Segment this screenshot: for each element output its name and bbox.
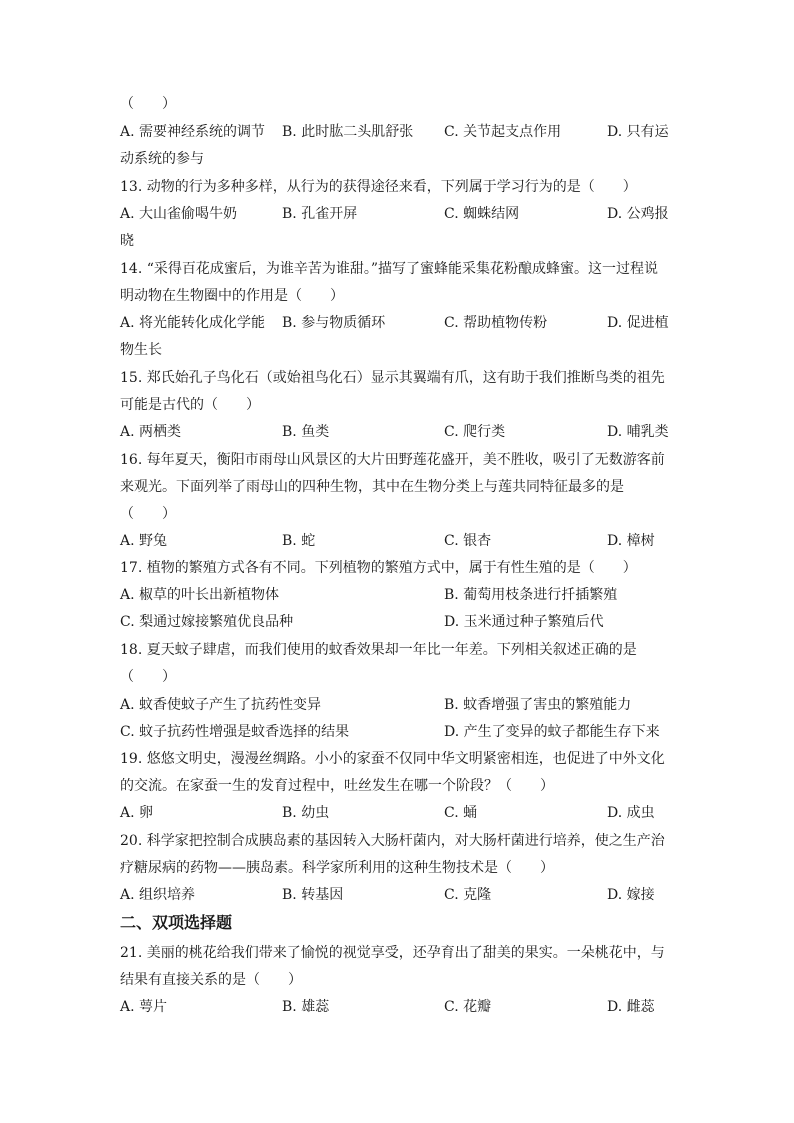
- q21-stem-line2: 结果有直接关系的是（ ）: [120, 972, 302, 988]
- q21-option-c[interactable]: C. 花瓣: [444, 999, 492, 1015]
- q17-stem: 17. 植物的繁殖方式各有不同。下列植物的繁殖方式中，属于有性生殖的是（ ）: [120, 560, 637, 576]
- q17-option-c[interactable]: C. 梨通过嫁接繁殖优良品种: [120, 614, 294, 630]
- q14-option-d[interactable]: D. 促进植: [607, 315, 669, 331]
- q21-stem-line1: 21. 美丽的桃花给我们带来了愉悦的视觉享受，还孕育出了甜美的果实。一朵桃花中，与: [120, 945, 665, 961]
- q16-option-c[interactable]: C. 银杏: [444, 533, 492, 549]
- q19-stem-line1: 19. 悠悠文明史，漫漫丝绸路。小小的家蚕不仅同中华文明紧密相连，也促进了中外文化: [120, 751, 665, 767]
- q13-option-c[interactable]: C. 蜘蛛结网: [444, 206, 520, 222]
- q17-option-d[interactable]: D. 玉米通过种子繁殖后代: [444, 614, 604, 630]
- q12-option-d-continued: 动系统的参与: [120, 151, 204, 167]
- q20-stem-line2: 疗糖尿病的药物——胰岛素。科学家所利用的这种生物技术是（ ）: [120, 860, 554, 876]
- q16-option-d[interactable]: D. 樟树: [607, 533, 655, 549]
- q18-option-d[interactable]: D. 产生了变异的蚊子都能生存下来: [444, 724, 660, 740]
- q18-stem-line2: （ ）: [120, 669, 176, 685]
- q12-option-a[interactable]: A. 需要神经系统的调节: [120, 124, 266, 140]
- q18-option-c[interactable]: C. 蚊子抗药性增强是蚊香选择的结果: [120, 724, 350, 740]
- q16-stem-line3: （ ）: [120, 506, 176, 522]
- q21-option-b[interactable]: B. 雄蕊: [282, 999, 330, 1015]
- q14-stem-line2: 明动物在生物圈中的作用是（ ）: [120, 288, 344, 304]
- q14-stem-line1: 14. “采得百花成蜜后，为谁辛苦为谁甜。”描写了蜜蜂能采集花粉酿成蜂蜜。这一过程说: [120, 261, 659, 277]
- q12-answer-paren: （ ）: [120, 96, 176, 112]
- q20-option-d[interactable]: D. 嫁接: [607, 887, 655, 903]
- q13-option-d-continued: 晓: [120, 233, 134, 249]
- section-heading: 二、双项选择题: [120, 913, 233, 932]
- q18-stem-line1: 18. 夏天蚊子肆虐，而我们使用的蚊香效果却一年比一年差。下列相关叙述正确的是: [120, 642, 637, 658]
- q18-option-b[interactable]: B. 蚊香增强了害虫的繁殖能力: [444, 697, 632, 713]
- q15-option-b[interactable]: B. 鱼类: [282, 424, 330, 440]
- q14-option-a[interactable]: A. 将光能转化成化学能: [120, 315, 266, 331]
- q15-option-c[interactable]: C. 爬行类: [444, 424, 506, 440]
- q21-option-a[interactable]: A. 萼片: [120, 999, 168, 1015]
- q13-stem: 13. 动物的行为多种多样，从行为的获得途径来看，下列属于学习行为的是（ ）: [120, 179, 637, 195]
- q19-option-d[interactable]: D. 成虫: [607, 805, 655, 821]
- q16-option-b[interactable]: B. 蛇: [282, 533, 316, 549]
- q19-option-c[interactable]: C. 蛹: [444, 805, 478, 821]
- q12-option-c[interactable]: C. 关节起支点作用: [444, 124, 562, 140]
- q16-stem-line1: 16. 每年夏天，衡阳市雨母山风景区的大片田野莲花盛开，美不胜收，吸引了无数游客前: [120, 452, 665, 468]
- q15-stem-line2: 可能是古代的（ ）: [120, 397, 260, 413]
- q19-option-a[interactable]: A. 卵: [120, 805, 154, 821]
- q15-option-a[interactable]: A. 两栖类: [120, 424, 182, 440]
- q17-option-b[interactable]: B. 葡萄用枝条进行扦插繁殖: [444, 587, 618, 603]
- q12-option-b[interactable]: B. 此时肱二头肌舒张: [282, 124, 414, 140]
- q19-option-b[interactable]: B. 幼虫: [282, 805, 330, 821]
- q16-stem-line2: 来观光。下面列举了雨母山的四种生物，其中在生物分类上与莲共同特征最多的是: [120, 479, 624, 495]
- q20-option-a[interactable]: A. 组织培养: [120, 887, 196, 903]
- q16-option-a[interactable]: A. 野兔: [120, 533, 168, 549]
- q20-option-b[interactable]: B. 转基因: [282, 887, 344, 903]
- q14-option-b[interactable]: B. 参与物质循环: [282, 315, 386, 331]
- q18-option-a[interactable]: A. 蚊香使蚊子产生了抗药性变异: [120, 697, 322, 713]
- q20-stem-line1: 20. 科学家把控制合成胰岛素的基因转入大肠杆菌内，对大肠杆菌进行培养，使之生产治: [120, 833, 665, 849]
- q14-option-d-continued: 物生长: [120, 342, 162, 358]
- q13-option-a[interactable]: A. 大山雀偷喝牛奶: [120, 206, 238, 222]
- q17-option-a[interactable]: A. 椒草的叶长出新植物体: [120, 587, 280, 603]
- q21-option-d[interactable]: D. 雌蕊: [607, 999, 655, 1015]
- q19-stem-line2: 的交流。在家蚕一生的发育过程中，吐丝发生在哪一个阶段？（ ）: [120, 778, 554, 794]
- q13-option-d[interactable]: D. 公鸡报: [607, 206, 669, 222]
- q12-option-d[interactable]: D. 只有运: [607, 124, 669, 140]
- q15-option-d[interactable]: D. 哺乳类: [607, 424, 669, 440]
- q13-option-b[interactable]: B. 孔雀开屏: [282, 206, 358, 222]
- q14-option-c[interactable]: C. 帮助植物传粉: [444, 315, 548, 331]
- q15-stem-line1: 15. 郑氏始孔子鸟化石（或始祖鸟化石）显示其翼端有爪，这有助于我们推断鸟类的祖先: [120, 370, 665, 386]
- q20-option-c[interactable]: C. 克隆: [444, 887, 492, 903]
